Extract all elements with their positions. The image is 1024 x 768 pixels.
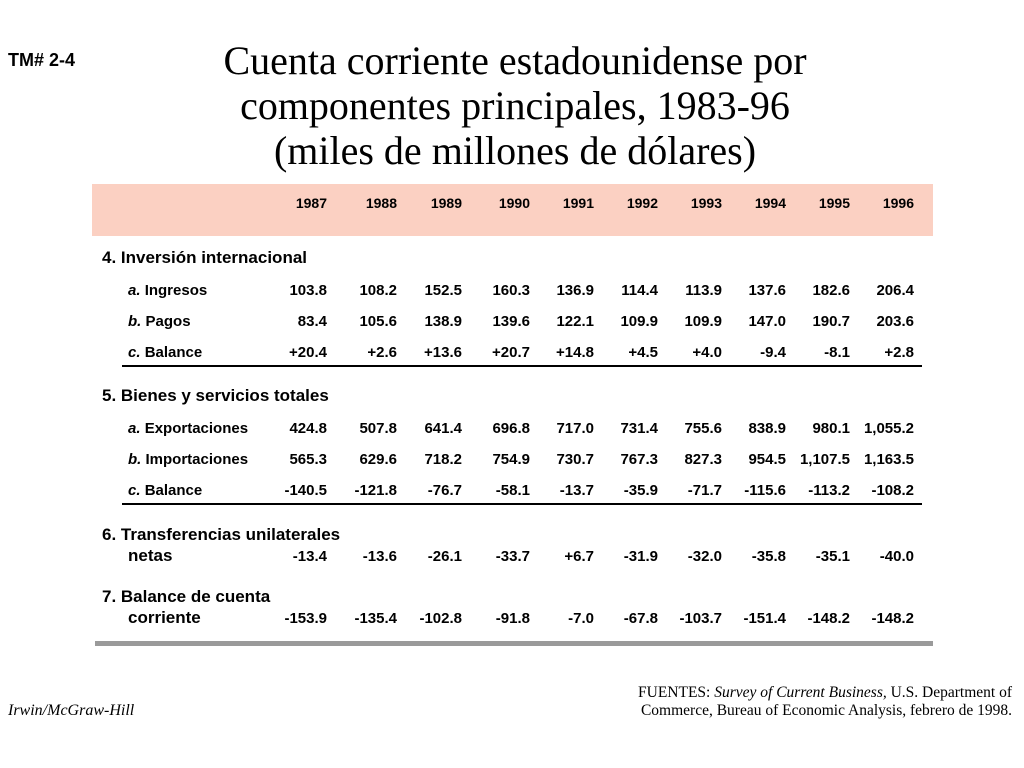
section-title: 4. Inversión internacional	[102, 248, 308, 267]
row-prefix: a.	[128, 282, 141, 299]
table-row-cell: -108.2	[871, 482, 914, 499]
table-row-cell: 160.3	[492, 282, 530, 299]
table-row-cell: -113.2	[808, 482, 850, 499]
source-note	[552, 684, 1012, 720]
table-row-cell: +6.7	[564, 548, 594, 565]
year-header: 1990	[498, 195, 530, 211]
table-row-cell: -35.8	[751, 548, 786, 565]
table-row-label	[128, 344, 202, 361]
year-header: 1992	[626, 195, 658, 211]
table-row-cell: 641.4	[424, 420, 462, 437]
table-row-cell: 696.8	[492, 420, 530, 437]
table-row-cell: 731.4	[620, 420, 658, 437]
table-row-cell: -9.4	[760, 344, 786, 361]
row-prefix: b.	[128, 313, 142, 330]
source-note-line-2: Commerce, Bureau of Economic Analysis, febrero de 1998.	[640, 702, 1012, 719]
current-account-table	[92, 184, 933, 644]
table-row-cell: 203.6	[876, 313, 914, 330]
table-row-cell: -33.7	[495, 548, 530, 565]
section-title: 6. Transferencias unilaterales	[102, 525, 341, 544]
table-row-cell: -151.4	[743, 610, 786, 627]
table-row-cell: -115.6	[744, 482, 786, 499]
table-row-cell: -8.1	[824, 344, 850, 361]
table-row-cell: 827.3	[684, 451, 722, 468]
section-title: 5. Bienes y servicios totales	[102, 386, 329, 405]
table-row-cell: 109.9	[620, 313, 658, 330]
title-line-3: (miles de millones de dólares)	[273, 128, 757, 173]
source-prefix: FUENTES:	[638, 684, 715, 701]
row-prefix: a.	[128, 420, 141, 437]
table-row-cell: -76.7	[427, 482, 462, 499]
row-text: Ingresos	[144, 282, 208, 299]
table-row-cell: 109.9	[684, 313, 722, 330]
table-row-cell: 718.2	[424, 451, 462, 468]
table-row-cell: 83.4	[297, 313, 327, 330]
table-row-cell: 755.6	[684, 420, 722, 437]
section-title: corriente	[128, 608, 201, 627]
year-header: 1988	[365, 195, 397, 211]
row-text: Exportaciones	[144, 420, 249, 437]
source-rest: U.S. Department of	[886, 684, 1012, 701]
table-row-cell: 1,107.5	[799, 451, 850, 468]
table-row-cell: -148.2	[871, 610, 914, 627]
year-header: 1987	[295, 195, 327, 211]
year-header: 1991	[562, 195, 594, 211]
table-row-cell: 954.5	[748, 451, 786, 468]
table-rule	[122, 365, 922, 367]
table-row-cell: -7.0	[568, 610, 594, 627]
table-row-cell: 629.6	[359, 451, 397, 468]
table-row-cell: 767.3	[620, 451, 658, 468]
table-row-cell: -91.8	[495, 610, 530, 627]
table-row-cell: +4.5	[628, 344, 658, 361]
table-row-cell: 507.8	[359, 420, 397, 437]
row-text: Pagos	[145, 313, 191, 330]
table-row-cell: 182.6	[812, 282, 850, 299]
table-row-cell: 138.9	[424, 313, 462, 330]
table-row-cell: 114.4	[621, 282, 658, 299]
table-row-label	[128, 482, 202, 499]
row-text: Balance	[144, 482, 203, 499]
table-row-cell: 424.8	[289, 420, 327, 437]
table-bottom-rule	[95, 641, 933, 646]
table-row-cell: 1,055.2	[863, 420, 914, 437]
year-header: 1993	[690, 195, 722, 211]
table-row-cell: -71.7	[687, 482, 722, 499]
table-row-cell: 206.4	[876, 282, 914, 299]
table-row-cell: +4.0	[692, 344, 722, 361]
table-row-cell: -121.8	[354, 482, 397, 499]
table-row-cell: +20.4	[289, 344, 327, 361]
table-row-cell: 190.7	[812, 313, 850, 330]
row-text: Balance	[144, 344, 203, 361]
table-row-cell: -31.9	[623, 548, 658, 565]
table-row-cell: -13.6	[362, 548, 397, 565]
table-row-cell: 137.6	[748, 282, 786, 299]
table-row-cell: -58.1	[495, 482, 530, 499]
year-header: 1995	[818, 195, 850, 211]
table-rule	[122, 503, 922, 505]
publisher-credit: Irwin/McGraw-Hill	[8, 702, 135, 719]
table-row-cell: 139.6	[492, 313, 530, 330]
table-row-cell: 147.0	[748, 313, 786, 330]
row-prefix: c.	[128, 482, 141, 499]
section-title: 7. Balance de cuenta	[102, 587, 271, 606]
table-row-cell: -40.0	[879, 548, 914, 565]
row-text: Importaciones	[145, 451, 249, 468]
table-row-cell: +20.7	[492, 344, 530, 361]
table-row-label	[128, 451, 248, 468]
section-title: netas	[128, 546, 173, 565]
table-row-cell: 103.8	[289, 282, 327, 299]
table-row-cell: -35.1	[815, 548, 850, 565]
table-row-cell: -140.5	[284, 482, 327, 499]
table-row-cell: 113.9	[685, 282, 722, 299]
table-row-cell: -32.0	[687, 548, 722, 565]
table-row-cell: -35.9	[623, 482, 658, 499]
table-row-cell: 565.3	[289, 451, 327, 468]
table-row-cell: 980.1	[812, 420, 850, 437]
table-row-cell: 108.2	[359, 282, 397, 299]
table-row-cell: -148.2	[807, 610, 850, 627]
slide-label: TM# 2-4	[8, 50, 76, 70]
table-row-cell: -103.7	[679, 610, 722, 627]
table-row-cell: +13.6	[424, 344, 462, 361]
table-row-cell: 730.7	[556, 451, 594, 468]
table-row-cell: 105.6	[359, 313, 397, 330]
year-header: 1996	[882, 195, 914, 211]
year-header: 1994	[754, 195, 786, 211]
table-row-label	[128, 420, 248, 437]
table-row-label	[128, 282, 207, 299]
table-row-cell: 838.9	[748, 420, 786, 437]
table-row-cell: +2.6	[367, 344, 397, 361]
table-row-cell: -135.4	[354, 610, 397, 627]
table-row-cell: 152.5	[424, 282, 462, 299]
table-row-label	[128, 313, 191, 330]
source-title: Survey of Current Business,	[714, 684, 887, 701]
year-header: 1989	[430, 195, 462, 211]
title-line-1: Cuenta corriente estadounidense por	[223, 38, 807, 83]
table-row-cell: -26.1	[427, 548, 462, 565]
table-row-cell: -13.7	[559, 482, 594, 499]
table-row-cell: -153.9	[284, 610, 327, 627]
table-row-cell: 1,163.5	[863, 451, 914, 468]
table-row-cell: 717.0	[556, 420, 594, 437]
table-row-cell: +2.8	[884, 344, 914, 361]
table-row-cell: -102.8	[419, 610, 462, 627]
page-title	[120, 38, 910, 173]
table-row-cell: +14.8	[556, 344, 594, 361]
table-row-cell: 136.9	[556, 282, 594, 299]
row-prefix: c.	[128, 344, 141, 361]
row-prefix: b.	[128, 451, 142, 468]
table-row-cell: 122.1	[556, 313, 594, 330]
table-row-cell: -67.8	[623, 610, 658, 627]
source-note-line-1	[552, 684, 1012, 702]
table-row-cell: 754.9	[492, 451, 530, 468]
table-row-cell: -13.4	[292, 548, 327, 565]
title-line-2: componentes principales, 1983-96	[240, 83, 790, 128]
